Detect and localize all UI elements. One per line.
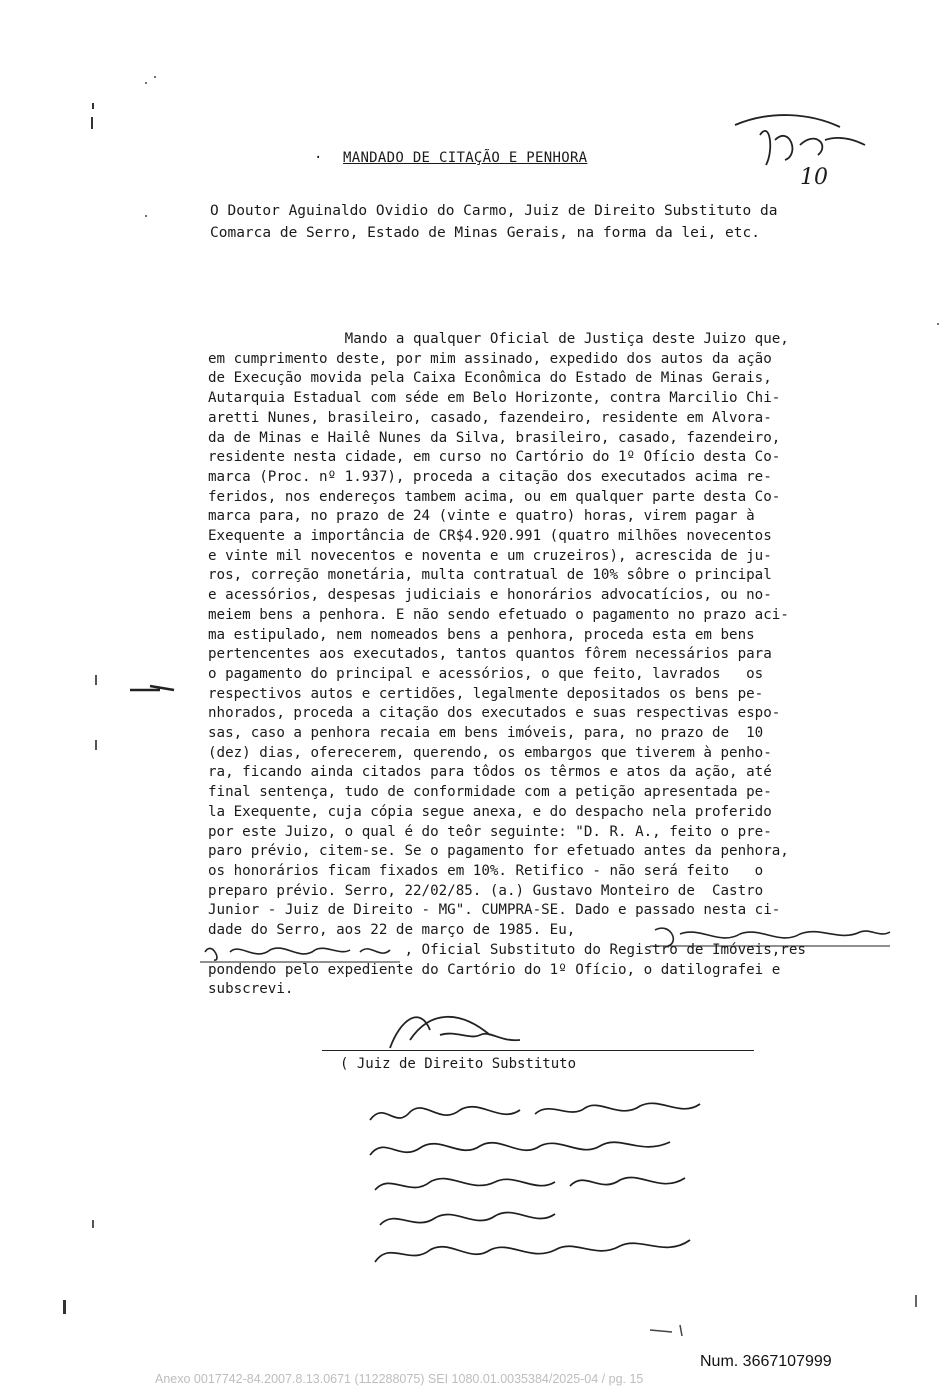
body-line: Junior - Juiz de Direito - MG". CUMPRA-SE. Dado e passado nesta ci- [208, 902, 781, 919]
body-line: e acessórios, despesas judiciais e honorários advocatícios, ou no- [208, 587, 772, 604]
body-line: pertencentes aos executados, tantos quantos fôrem necessários para [208, 646, 772, 663]
judge-title: Juiz de Direito Substituto [356, 1056, 577, 1072]
signature-caption [340, 1056, 576, 1072]
body-line: (dez) dias, oferecerem, querendo, os embargos que tiverem à penho- [208, 744, 772, 761]
body-line: nhorados, proceda a citação dos executados e suas respectivas espo- [208, 705, 781, 722]
document-number: Num. 3667107999 [700, 1353, 832, 1370]
clerk-signature [200, 922, 900, 962]
body-line: ros, correção monetária, multa contratual de 10% sôbre o principal [208, 567, 772, 584]
body-line: Exequente a importância de CR$4.920.991 (quatro milhões novecentos [208, 528, 772, 545]
body-line: preparo prévio. Serro, 22/02/85. (a.) Gustavo Monteiro de Castro [208, 882, 764, 899]
body-line: , Oficial Substituto do Registro de Imóveis,res [208, 941, 806, 958]
body-line: subscrevi. [208, 981, 294, 998]
body-line: paro prévio, citem-se. Se o pagamento for efetuado antes da penhora, [208, 843, 789, 860]
body-line: sas, caso a penhora recaia em bens imóveis, para, no prazo de 10 [208, 725, 764, 742]
body-line: ma estipulado, nem nomeados bens a penhora, proceda esta em bens [208, 626, 755, 643]
preamble [210, 200, 890, 244]
body-line: meiem bens a penhora. E não sendo efetuado o pagamento no prazo aci- [208, 606, 789, 623]
body-line: Autarquia Estadual com séde em Belo Horizonte, contra Marcilio Chi- [208, 390, 781, 407]
body-line: dade do Serro, aos 22 de março de 1985. Eu, [208, 922, 576, 939]
preamble-line: Comarca de Serro, Estado de Minas Gerais, na forma da lei, etc. [210, 225, 760, 241]
body-line: da de Minas e Hailê Nunes da Silva, brasileiro, casado, fazendeiro, [208, 429, 781, 446]
body-line: em cumprimento deste, por mim assinado, expedido dos autos da ação [208, 350, 772, 367]
body-line: marca para, no prazo de 24 (vinte e quatro) horas, virem pagar à [208, 508, 755, 525]
body-line: pondendo pelo expediente do Cartório do 1º Ofício, o datilografei e [208, 961, 781, 978]
body-line: final sentença, tudo de conformidade com a petição apresentada pe- [208, 784, 772, 801]
page-number-handwritten: 10 [800, 165, 828, 190]
body-line: feridos, nos endereços tambem acima, ou em qualquer parte desta Co- [208, 488, 781, 505]
body-line: os honorários ficam fixados em 10%. Retifico - não será feito o [208, 862, 764, 879]
body-line: o pagamento do principal e acessórios, o que feito, lavrados os [208, 665, 764, 682]
body-line: por este Juizo, o qual é do teôr seguinte: "D. R. A., feito o pre- [208, 823, 772, 840]
body-line: e vinte mil novecentos e noventa e um cruzeiros), acrescida de ju- [208, 547, 772, 564]
body-line: ra, ficando ainda citados para tôdos os têrmos e atos da ação, até [208, 764, 772, 781]
body-line: de Execução movida pela Caixa Econômica do Estado de Minas Gerais, [208, 370, 772, 387]
mandate-body [208, 330, 908, 1000]
body-line: la Exequente, cuja cópia segue anexa, e do despacho nela proferido [208, 803, 772, 820]
body-line: Mando a qualquer Oficial de Justiça deste Juizo que, [208, 331, 789, 347]
judge-signature [370, 1000, 530, 1055]
body-line: residente nesta cidade, em curso no Cartório do 1º Ofício desta Co- [208, 449, 781, 466]
title-bullet: · [314, 150, 323, 166]
handwritten-distribution-note [370, 1090, 730, 1270]
preamble-line: O Doutor Aguinaldo Ovidio do Carmo, Juiz de Direito Substituto da [210, 203, 778, 219]
body-line: marca (Proc. nº 1.937), proceda a citação dos executados acima re- [208, 468, 772, 485]
open-paren: ( [340, 1056, 357, 1072]
body-line: aretti Nunes, brasileiro, casado, fazendeiro, residente em Alvora- [208, 409, 772, 426]
document-title: MANDADO DE CITAÇÃO E PENHORA [343, 150, 588, 166]
signature-line [322, 1050, 754, 1051]
annex-reference: Anexo 0017742-84.2007.8.13.0671 (112288075) SEI 1080.01.0035384/2025-04 / pg. 15 [155, 1372, 644, 1386]
body-line: respectivos autos e certidões, legalmente depositados os bens pe- [208, 685, 764, 702]
